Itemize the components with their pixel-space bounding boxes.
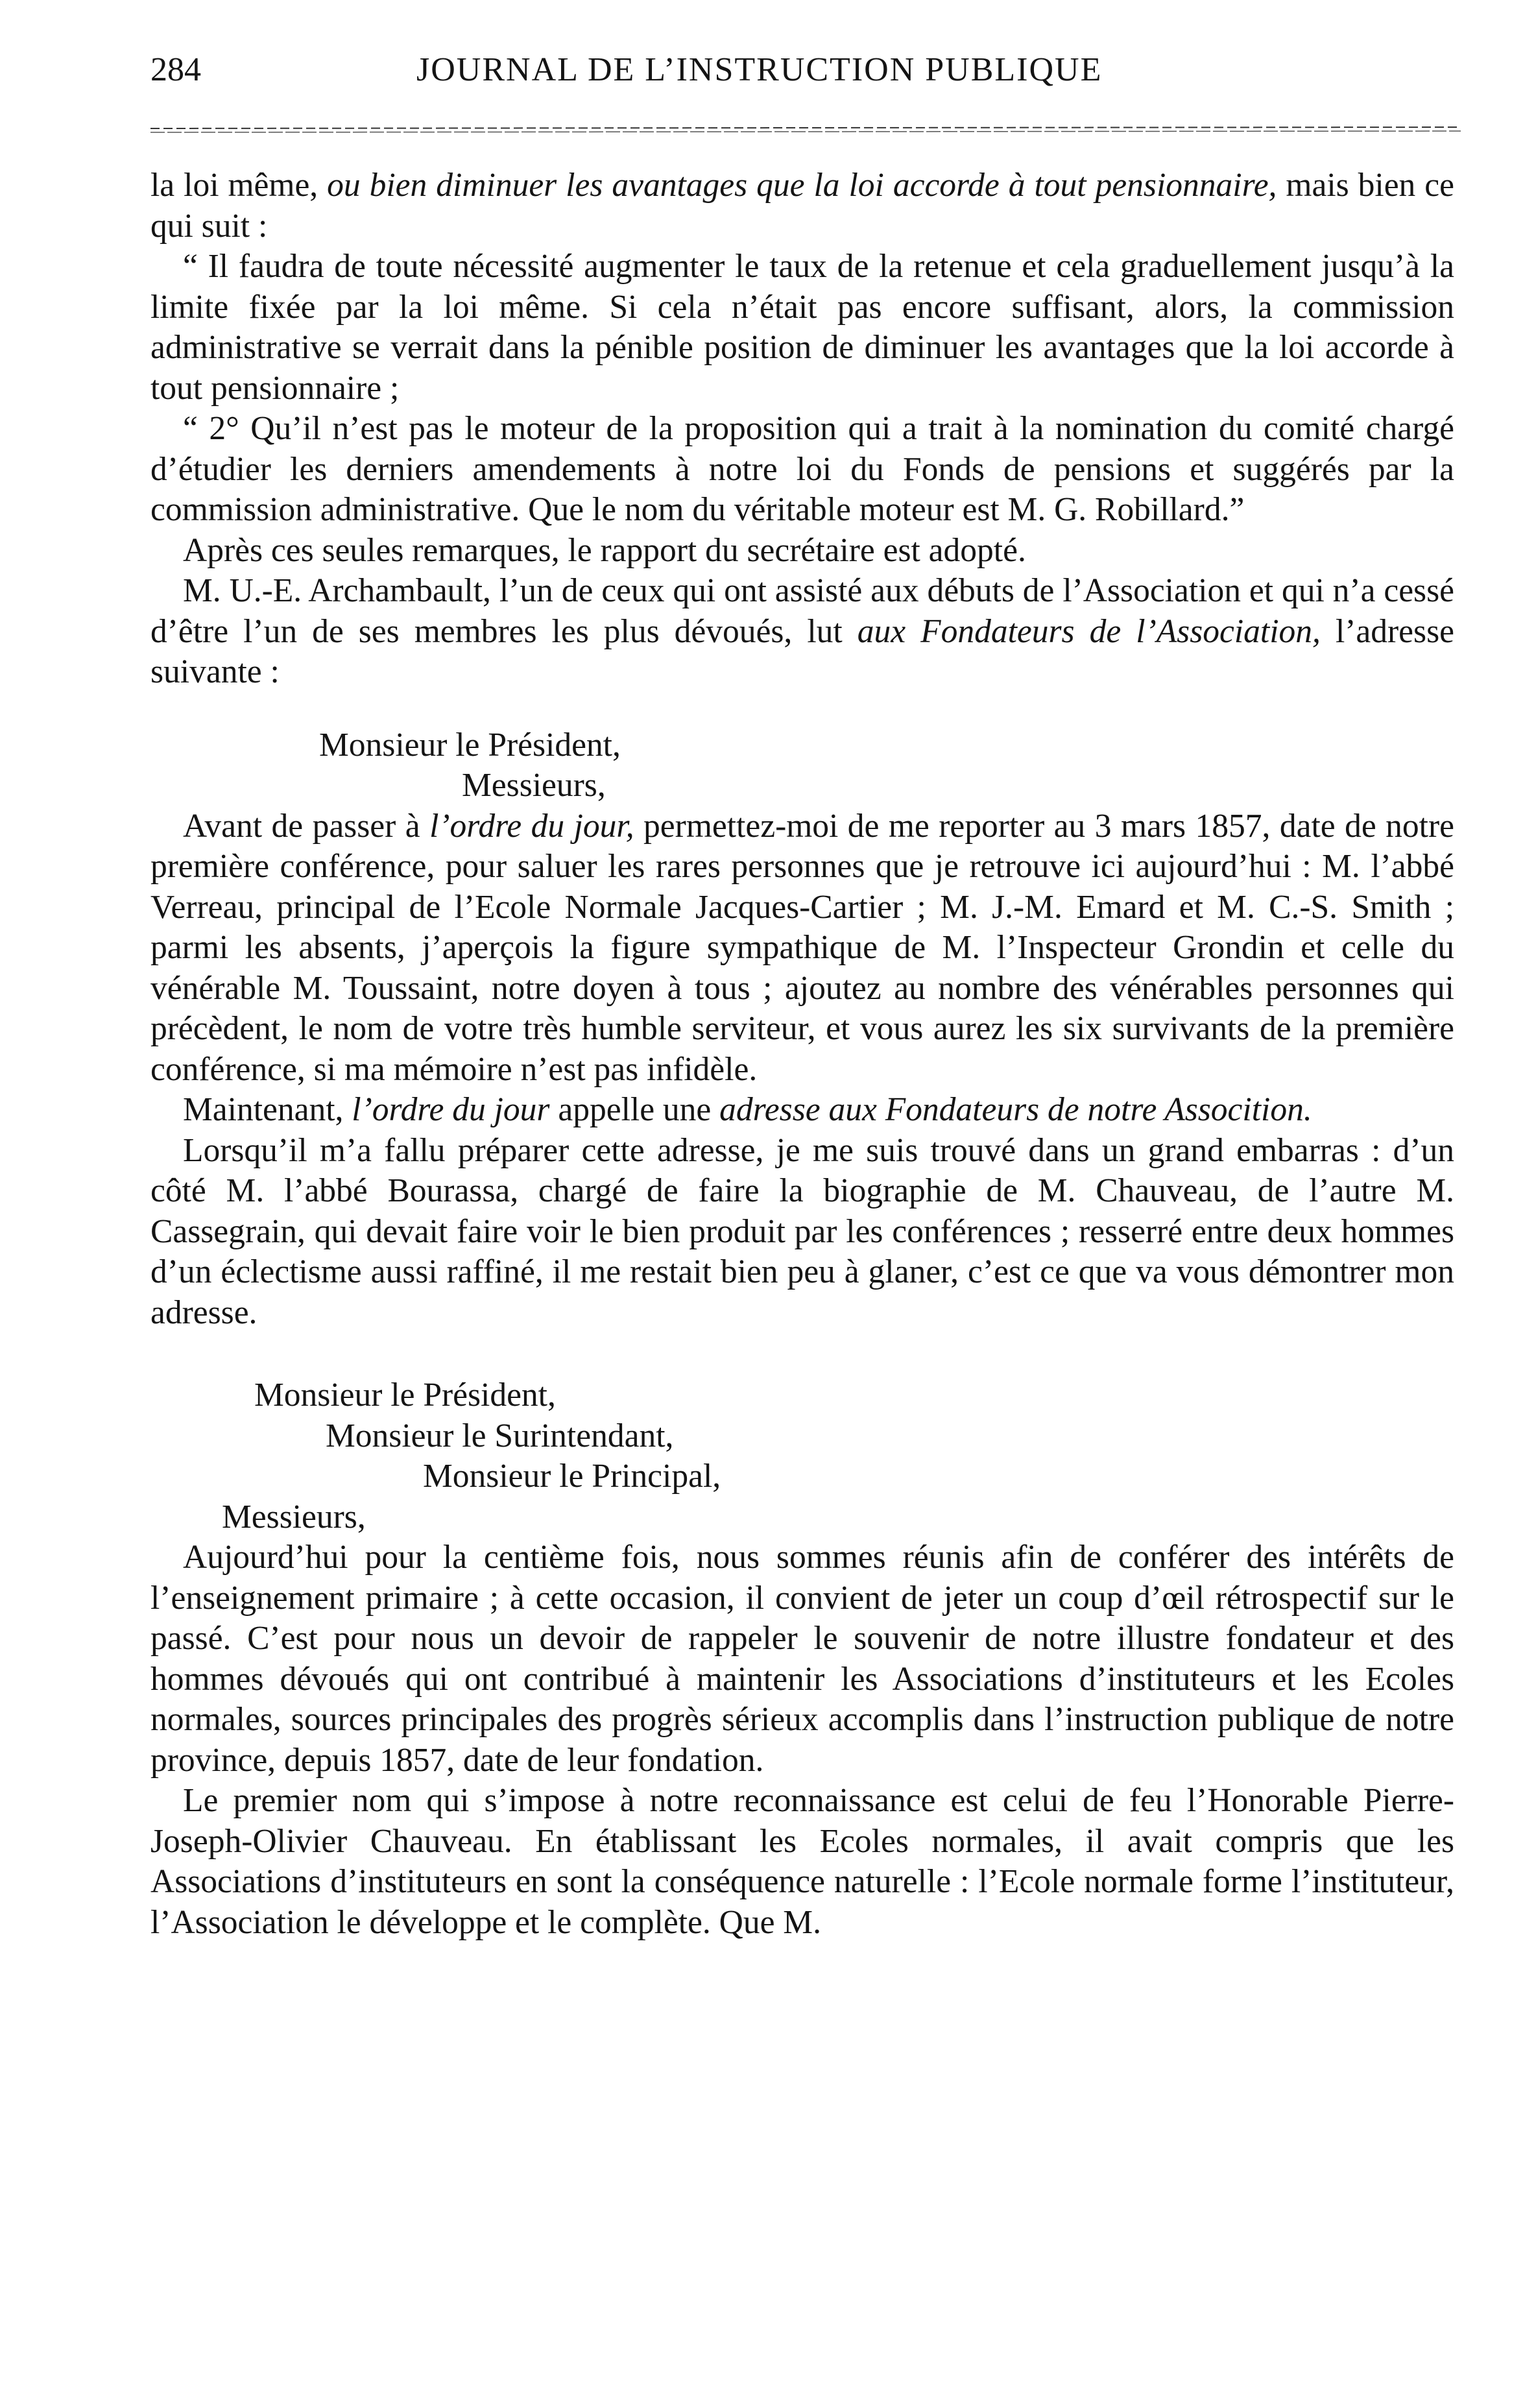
italic-run: l’ordre du jour, [429, 807, 634, 845]
italic-run: ou bien diminuer les avantages que la loi accorde à tout pensionnaire, [327, 167, 1277, 204]
salutation-line: Monsieur le Surintendant, [326, 1417, 674, 1454]
spacer [150, 1333, 1454, 1375]
paragraph [150, 806, 1454, 1090]
paragraph: Lorsqu’il m’a fallu préparer cette adresse, je me suis trouvé dans un grand embarras : d’un côté M. l’abbé Bourassa, chargé de faire la biographie de M. Chauveau, de l’autre M. Cassegrain, qui devait faire voir le bien produit par les conférences ; resserré entre deux hommes d’un éclectisme aussi raffiné, il me restait bien peu à glaner, c’est ce que va vous démontrer mon adresse. [150, 1131, 1454, 1331]
salutation-line: Messieurs, [462, 767, 606, 804]
spacer [150, 693, 1454, 725]
header-rule [150, 123, 1461, 136]
body-text [150, 165, 1454, 1943]
text-run: permettez-moi de me reporter au 3 mars 1857, date de notre première conférence, pour saluer les rares personnes que je retrouve ici aujourd’hui : M. l’abbé Verreau, principal de l’Ecole Normale Jacques-Cartier ; M. J.-M. Emard et M. C.-S. Smith ; parmi les absents, j’aperçois la figure sympathique de M. l’Inspecteur Grondin et celle du vénérable M. Toussaint, notre doyen à tous ; ajoutez au nombre des vénérables personnes qui précèdent, le nom de votre très humble serviteur, et vous aurez les six survivants de la première conférence, si ma mémoire n’est pas infidèle. [150, 807, 1454, 1088]
quoted-paragraph: “ Il faudra de toute nécessité augmenter le taux de la retenue et cela graduellement jusqu’à la limite fixée par la loi même. Si cela n’était pas encore suffisant, alors, la commission administrative se verrait dans la pénible position de diminuer les avantages que la loi accorde à tout pensionnaire ; [150, 248, 1454, 407]
italic-run: aux Fondateurs de l’Association, [857, 612, 1321, 650]
text-run: appelle une [549, 1091, 720, 1128]
text-run: la loi même, [150, 167, 328, 204]
paragraph: Après ces seules remarques, le rapport du secrétaire est adopté. [183, 531, 1026, 569]
text-run: M. U.-E. Archambault, l’un de ceux qui ont assisté aux débuts de l’Association et qui n’a cessé d’être l’un de ses membres les plus dévoués, lut [150, 572, 1454, 650]
paragraph: Aujourd’hui pour la centième fois, nous sommes réunis afin de conférer des intérêts de l’enseignement primaire ; à cette occasion, il convient de jeter un coup d’œil rétrospectif sur le passé. C’est pour nous un devoir de rappeler le souvenir de notre illustre fondateur et des hommes dévoués qui ont contribué à maintenir les Associations d’instituteurs et les Ecoles normales, sources principales des progrès sérieux accomplis dans l’instruction publique de notre province, depuis 1857, date de leur fondation. [150, 1539, 1454, 1779]
text-run: mais bien ce qui suit : [150, 167, 1454, 245]
running-title: JOURNAL DE L’INSTRUCTION PUBLIQUE [416, 51, 1103, 88]
page-number: 284 [150, 51, 201, 88]
paragraph [150, 571, 1454, 693]
italic-run: adresse aux Fondateurs de notre Assocition. [719, 1091, 1312, 1128]
salutation-line: Monsieur le Président, [254, 1377, 556, 1414]
paragraph [150, 1090, 1454, 1131]
salutation-line: Monsieur le Principal, [423, 1458, 721, 1495]
quoted-paragraph: “ 2° Qu’il n’est pas le moteur de la proposition qui a trait à la nomination du comité chargé d’étudier les derniers amendements à notre loi du Fonds de pensions et suggérés par la commission administrative. Que le nom du véritable moteur est M. G. Robillard.” [150, 410, 1454, 528]
text-run: Avant de passer à [183, 807, 430, 845]
paragraph [150, 165, 1454, 247]
salutation-line: Monsieur le Président, [319, 726, 621, 764]
text-run: l’adresse suivante : [150, 612, 1454, 690]
paragraph: Le premier nom qui s’impose à notre reconnaissance est celui de feu l’Honorable Pierre-Joseph-Olivier Chauveau. En établissant les Ecoles normales, il avait compris que les Associations d’instituteurs en sont la conséquence naturelle : l’Ecole normale forme l’instituteur, l’Association le développe et le complète. Que M. [150, 1782, 1454, 1941]
salutation-line: Messieurs, [222, 1498, 366, 1535]
page-header [150, 51, 1461, 102]
text-run: Maintenant, [183, 1091, 352, 1128]
italic-run: l’ordre du jour [352, 1091, 550, 1128]
